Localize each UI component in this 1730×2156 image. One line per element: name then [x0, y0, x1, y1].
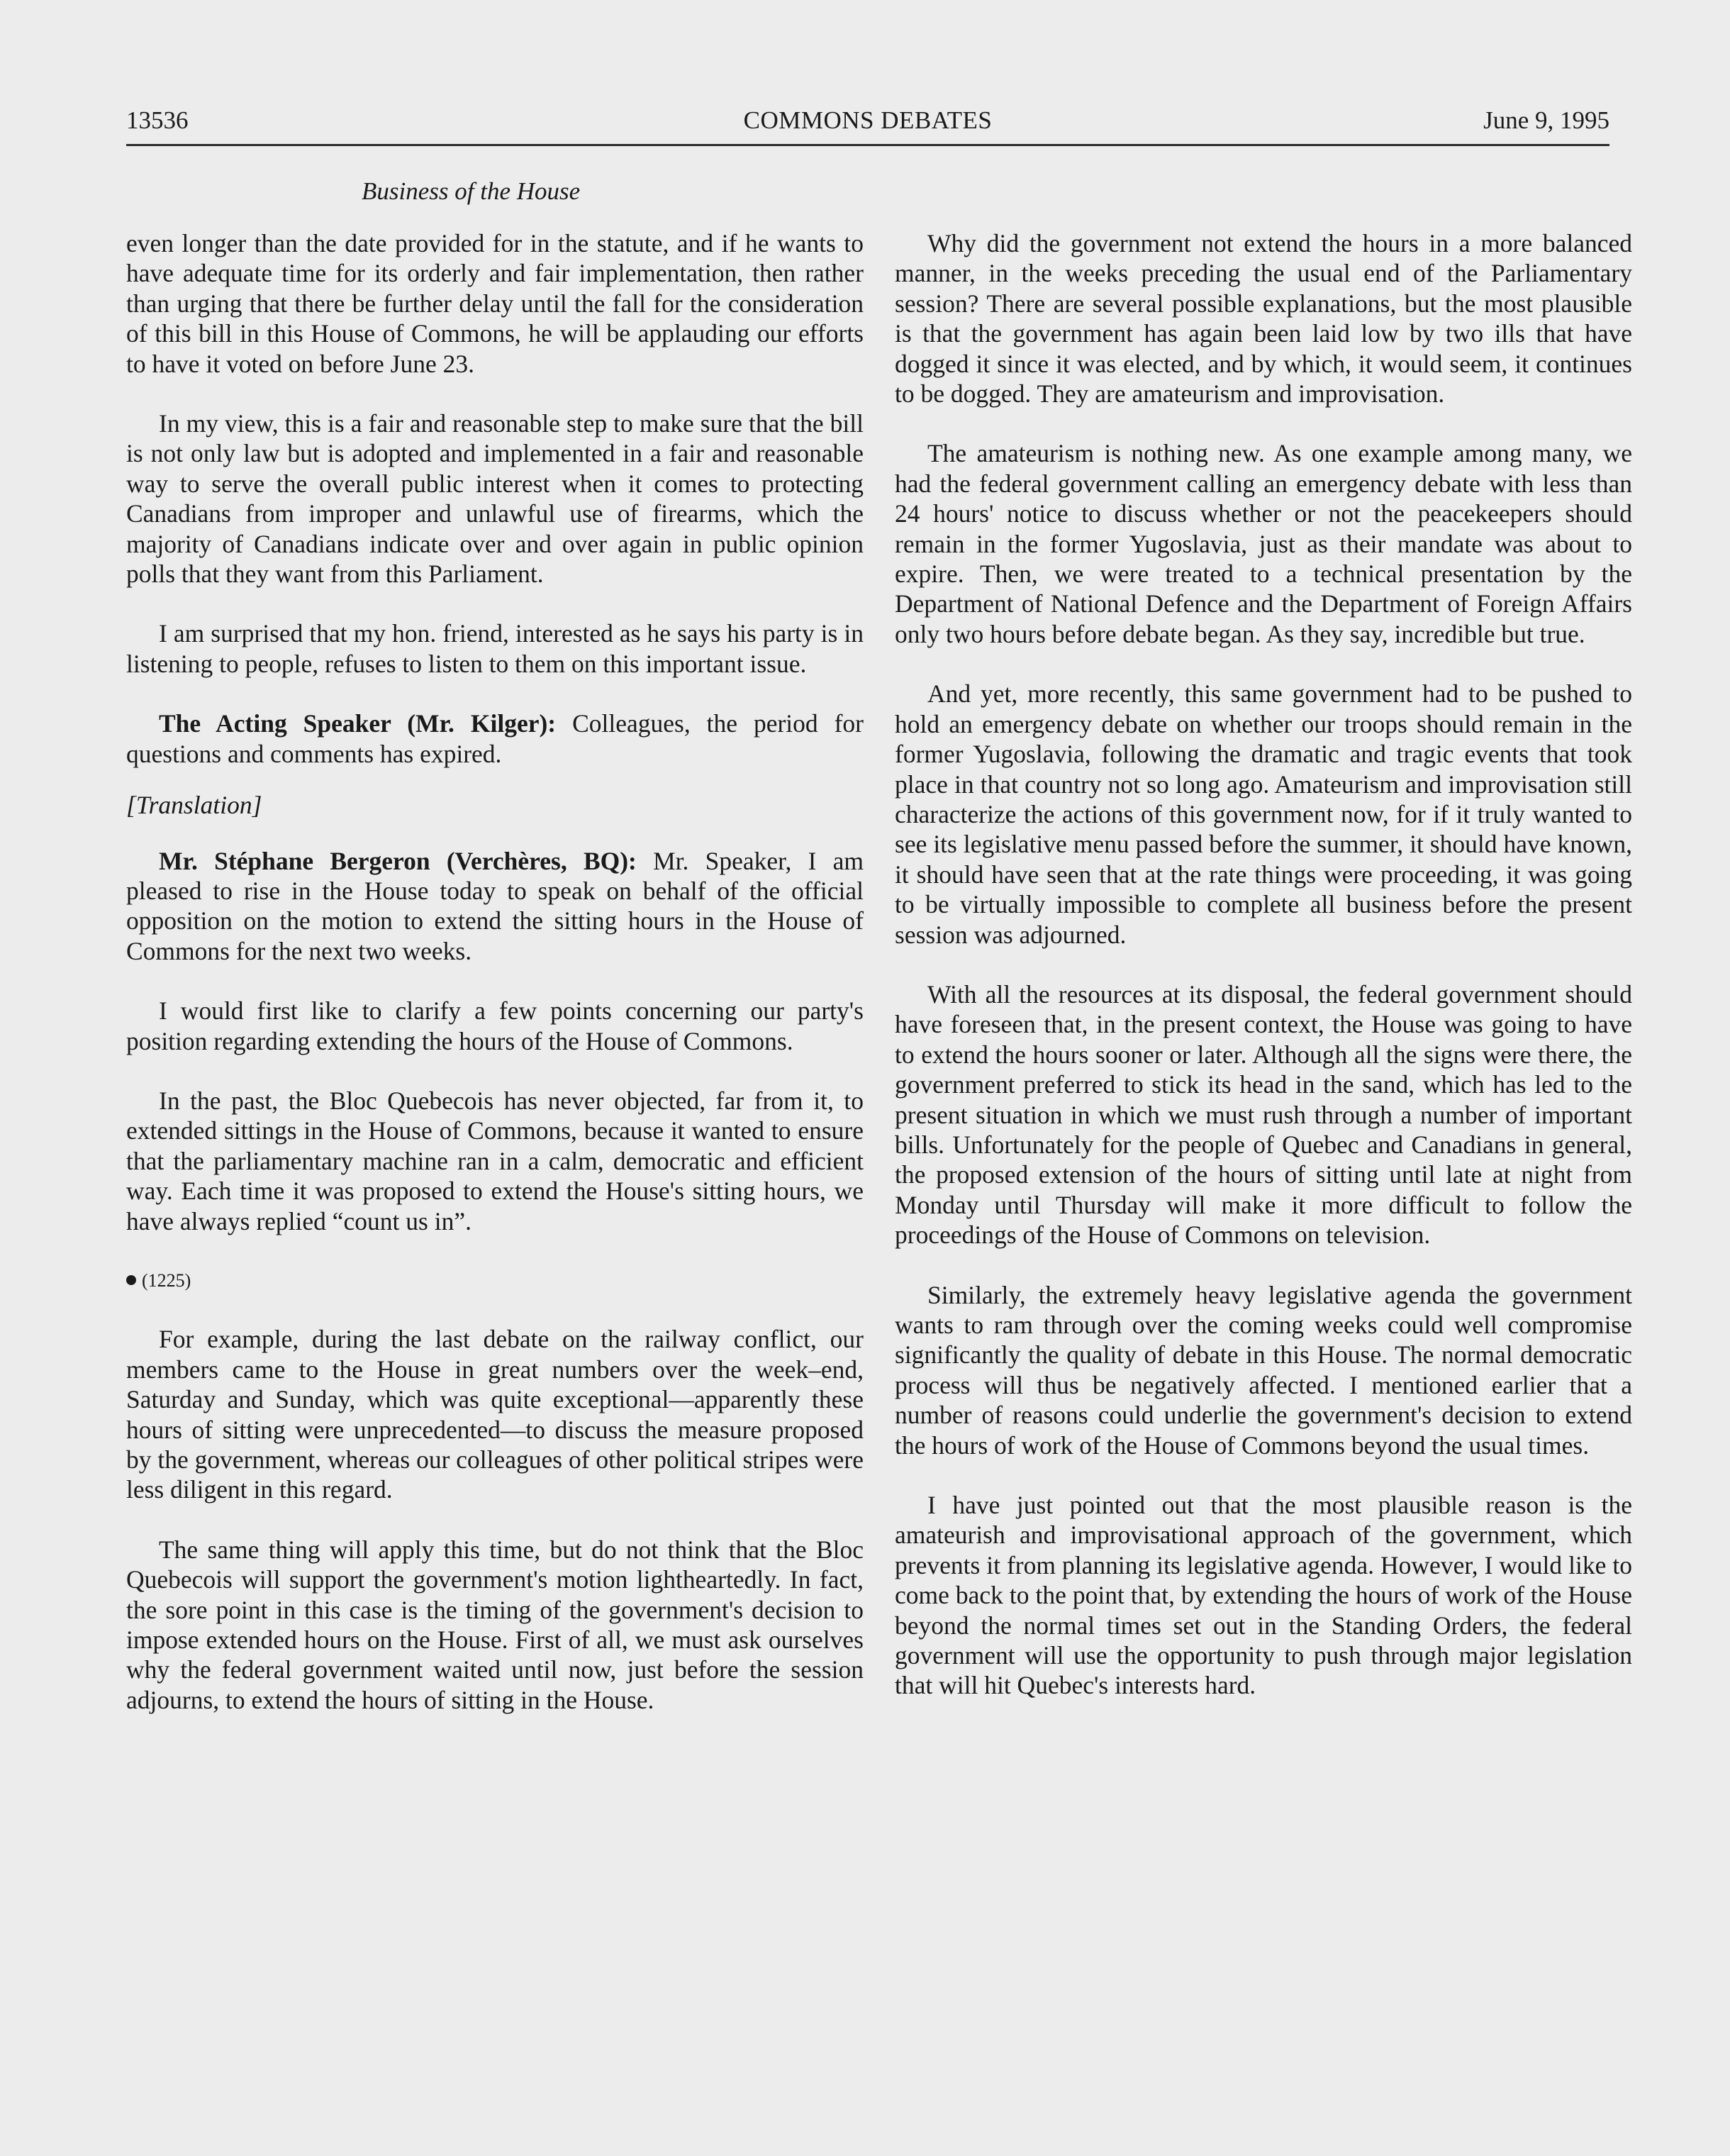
paragraph: With all the resources at its disposal, the federal government should have foreseen that, in the present context, the House was going to have to extend the hours sooner or later. Although all the signs were there, the government preferred to stick its head in the sand, which has led to the present situation in which we must rush through a number of important bills. Unfortunately for the people of Quebec and Canadians in general, the proposed extension of the hours of sitting until late at night from Monday until Thursday will make it more difficult to follow the proceedings of the House of Commons on television.: [895, 979, 1632, 1250]
paragraph: In the past, the Bloc Quebecois has never objected, far from it, to extended sittings in the House of Commons, because it wanted to ensure that the parliamentary machine ran in a calm, democratic and efficient way. Each time it was proposed to extend the House's sitting hours, we have always replied “count us in”.: [126, 1086, 864, 1235]
paragraph: I have just pointed out that the most plausible reason is the amateurish and improvisational approach of the government, which prevents it from planning its legislative agenda. However, I would like to come back to the point that, by extending the hours of work of the House beyond the normal times set out in the Standing Orders, the federal government will use the opportunity to push through major legislation that will hit Quebec's interests hard.: [895, 1491, 1632, 1700]
speaker-name: The Acting Speaker (Mr. Kilger):: [159, 709, 557, 738]
paragraph: I would first like to clarify a few points concerning our party's position regarding extending the hours of the House of Commons.: [126, 996, 864, 1055]
paragraph: even longer than the date provided for in the statute, and if he wants to have adequate time for its orderly and fair implementation, then rather than urging that there be further delay until the fall for the consideration of this bill in this House of Commons, he will be applauding our efforts to have it voted on before June 23.: [126, 229, 864, 378]
speaker-paragraph: [126, 709, 864, 769]
header-rule: [126, 144, 1609, 146]
publication-date: June 9, 1995: [1483, 106, 1609, 134]
paragraph: Similarly, the extremely heavy legislative agenda the government wants to ram through over the coming weeks could well compromise significantly the quality of debate in this House. The normal democratic process will thus be negatively affected. I mentioned earlier that a number of reasons could underlie the government's decision to extend the hours of work of the House of Commons beyond the usual times.: [895, 1280, 1632, 1460]
paragraph: The same thing will apply this time, but do not think that the Bloc Quebecois will support the government's motion lightheartedly. In fact, the sore point in this case is the timing of the government's decision to impose extended hours on the House. First of all, we must ask ourselves why the federal government waited until now, just before the session adjourns, to extend the hours of sitting in the House.: [126, 1535, 864, 1714]
paragraph: I am surprised that my hon. friend, interested as he says his party is in listening to people, refuses to listen to them on this important issue.: [126, 619, 864, 678]
paragraph: For example, during the last debate on the railway conflict, our members came to the House in great numbers over the week–end, Saturday and Sunday, which was quite exceptional—apparently these hours of sitting were unprecedented—to discuss the measure proposed by the government, whereas our colleagues of other political stripes were less diligent in this regard.: [126, 1325, 864, 1504]
publication-title: COMMONS DEBATES: [743, 106, 993, 134]
paragraph: In my view, this is a fair and reasonable step to make sure that the bill is not only law but is adopted and implemented in a fair and reasonable way to serve the overall public interest when it comes to protecting Canadians from improper and unlawful use of firearms, which the majority of Canadians indicate over and over again in public opinion polls that they want from this Parliament.: [126, 409, 864, 589]
time-marker: [126, 1266, 864, 1296]
page-header: [126, 99, 1609, 143]
page-number: 13536: [126, 106, 189, 134]
paragraph: The amateurism is nothing new. As one example among many, we had the federal government calling an emergency debate with less than 24 hours' notice to discuss whether or not the peacekeepers should remain in the former Yugoslavia, just as their mandate was about to expire. Then, we were treated to a technical presentation by the Department of National Defence and the Department of Foreign Affairs only two hours before debate began. As they say, incredible but true.: [895, 439, 1632, 648]
paragraph: Why did the government not extend the hours in a more balanced manner, in the weeks preceding the usual end of the Parliamentary session? There are several possible explanations, but the most plausible is that the government has again been laid low by two ills that have dogged it since it was elected, and by which, it would seem, it continues to be dogged. They are amateurism and improvisation.: [895, 229, 1632, 409]
speaker-name: Mr. Stéphane Bergeron (Verchères, BQ):: [159, 846, 637, 875]
speech-text: Mr. Speaker, I am pleased to rise in the House today to speak on behalf of the official opposition on the motion to extend the sitting hours in the House of Commons for the next two weeks.: [126, 846, 864, 965]
speaker-paragraph: [126, 846, 864, 967]
speech-text: Colleagues, the period for questions and comments has expired.: [126, 709, 864, 768]
left-column: [126, 228, 864, 1745]
translation-tag: [Translation]: [126, 791, 262, 820]
right-column: [895, 228, 1632, 1730]
section-heading: Business of the House: [362, 177, 581, 205]
time-marker-text: (1225): [142, 1269, 191, 1291]
paragraph: And yet, more recently, this same government had to be pushed to hold an emergency debate on whether our troops should remain in the former Yugoslavia, following the dramatic and tragic events that took place in that country not so long ago. Amateurism and improvisation still characterize the actions of this government now, for if it truly wanted to see its legislative menu passed before the summer, it should have known, it should have seen that at the rate things were proceeding, it was going to be virtually impossible to complete all business before the present session was adjourned.: [895, 679, 1632, 949]
bullet-icon: [126, 1275, 136, 1285]
